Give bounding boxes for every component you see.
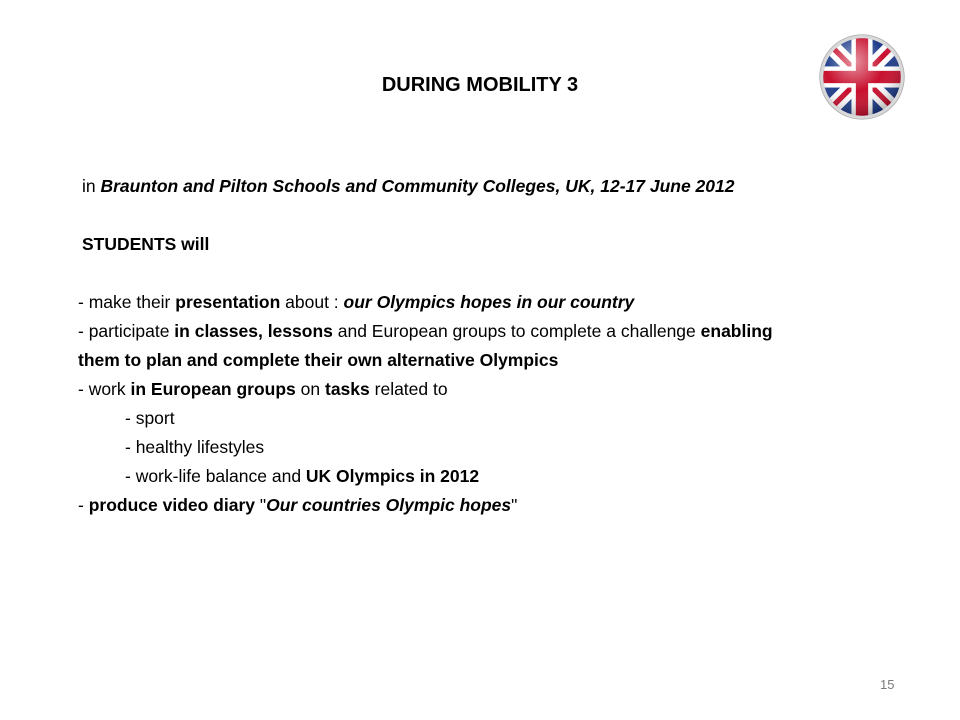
students-heading-text: STUDENTS will: [82, 234, 210, 254]
item-bold: in classes, lessons: [174, 321, 333, 341]
item-text: - make their: [78, 292, 176, 312]
item-work: [78, 375, 938, 404]
item-bold: enabling: [700, 321, 773, 341]
subitem-bold: UK Olympics in 2012: [305, 466, 480, 486]
item-bold: tasks: [325, 379, 370, 399]
item-bold-italic: our Olympics hopes in our country: [343, 292, 635, 312]
item-presentation: [78, 288, 938, 317]
item-text: and European groups to complete a challenge: [332, 321, 701, 341]
slide-body: [78, 172, 938, 520]
subitem-balance: [78, 462, 938, 491]
item-participate-cont: [78, 346, 938, 375]
item-text: about :: [280, 292, 344, 312]
slide-title: DURING MOBILITY 3: [381, 74, 579, 96]
item-bold: produce video diary: [88, 495, 260, 515]
item-bold: in European groups: [130, 379, 296, 399]
item-video-diary: [78, 491, 938, 520]
item-text: -: [78, 495, 89, 515]
location-line: [78, 172, 938, 201]
subitem-sport: [78, 404, 938, 433]
item-text: - work: [78, 379, 131, 399]
item-bold-italic: Our countries Olympic hopes: [266, 495, 512, 515]
page-number: 15: [880, 677, 895, 692]
item-text: ": [259, 495, 267, 515]
item-text: - participate: [78, 321, 175, 341]
subitem-healthy: [78, 433, 938, 462]
item-participate: [78, 317, 938, 346]
item-bold: them to plan and complete their own alternative Olympics: [78, 350, 559, 370]
location-prefix: in: [82, 176, 101, 196]
item-text: related to: [369, 379, 448, 399]
location-details: Braunton and Pilton Schools and Community Colleges, UK, 12-17 June 2012: [100, 176, 735, 196]
students-heading: [78, 230, 938, 259]
item-text: on: [295, 379, 325, 399]
subitem-text: - sport: [125, 408, 175, 428]
uk-flag-icon: [818, 33, 906, 121]
subitem-text: - healthy lifestyles: [125, 437, 265, 457]
item-bold: presentation: [175, 292, 281, 312]
item-text: ": [511, 495, 518, 515]
subitem-text: - work-life balance and: [125, 466, 306, 486]
